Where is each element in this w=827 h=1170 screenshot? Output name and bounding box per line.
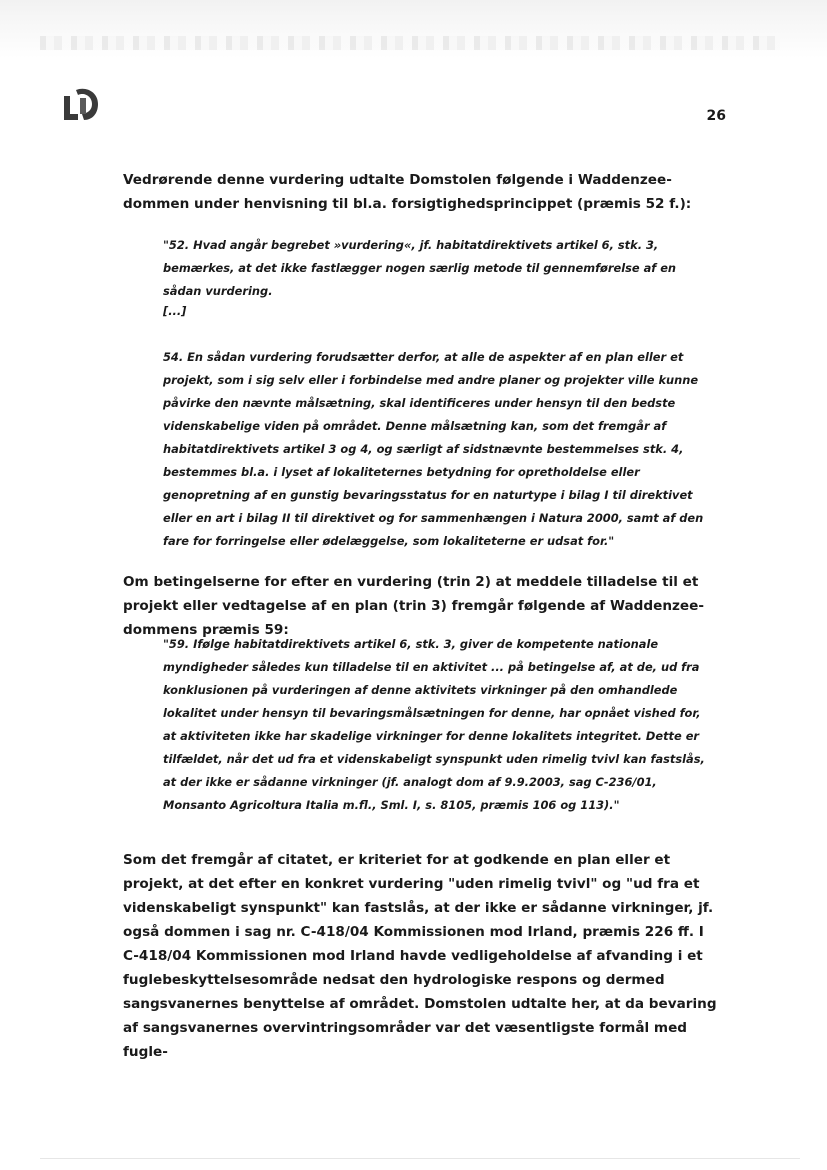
firm-logo-icon	[60, 86, 102, 122]
closing-paragraph: Som det fremgår af citatet, er kriteriet for at godkende en plan eller et projekt, at det efter en konkret vurdering "uden rimelig tvivl" og "ud fra et videnskabeligt synspunkt" kan fastslås, at der ikke er sådanne virkninger, jf. også dommen i sag nr. C-418/04 Kommissionen mod Irland, præmis 226 ff. I C-418/04 Kommissionen mod Irland havde vedligeholdelse af afvanding i et fuglebeskyttelsesområde nedsat den hydrologiske respons og dermed sangsvanernes benyttelse af området. Domstolen udtalte her, at da bevaring af sangsvanernes overvintringsområder var det væsentligste formål med fugle-	[123, 852, 717, 1060]
scan-streak	[40, 36, 780, 50]
quote-ellipsis: [...]	[163, 304, 187, 318]
quote-paragraph-54: 54. En sådan vurdering forudsætter derfor, at alle de aspekter af en plan eller et projekt, som i sig selv eller i forbindelse med andre planer og projekter ville kunne påvirke den nævnte målsætning, skal identificeres under hensyn til den bedste videnskabelige viden på området. Denne målsætning kan, som det fremgår af habitatdirektivets artikel 3 og 4, og særligt af sidstnævnte bestemmelses stk. 4, bestemmes bl.a. i lyset af lokaliteternes betydning for opretholdelse eller genopretning af en gunstig bevaringsstatus for en naturtype i bilag I til direktivet eller en art i bilag II til direktivet og for sammenhængen i Natura 2000, samt af den fare for forringelse eller ødelæggelse, som lokaliteterne er udsat for."	[163, 350, 704, 548]
middle-paragraph: Om betingelserne for efter en vurdering (trin 2) at meddele tilladelse til et projekt eller vedtagelse af en plan (trin 3) fremgår følgende af Waddenzee-dommens præmis 59:	[123, 574, 704, 638]
scan-bottom-edge	[40, 1158, 800, 1159]
quote-paragraph-59: "59. Ifølge habitatdirektivets artikel 6, stk. 3, giver de kompetente nationale myndigheder således kun tilladelse til en aktivitet ... på betingelse af, at de, ud fra konklusionen på vurderingen af denne aktivitets virkninger på den omhandlede lokalitet under hensyn til bevaringsmålsætningen for denne, har opnået vished for, at aktiviteten ikke har skadelige virkninger for denne lokalitets integritet. Dette er tilfældet, når det ud fra et videnskabeligt synspunkt uden rimelig tvivl kan fastslås, at der ikke er sådanne virkninger (jf. analogt dom af 9.9.2003, sag C-236/01, Monsanto Agricoltura Italia m.fl., Sml. I, s. 8105, præmis 106 og 113)."	[163, 637, 705, 812]
quote-paragraph-52: "52. Hvad angår begrebet »vurdering«, jf. habitatdirektivets artikel 6, stk. 3, bemærkes, at det ikke fastlægger nogen særlig metode til gennemførelse af en sådan vurdering.	[163, 238, 677, 298]
page-number: 26	[706, 108, 726, 124]
scan-header-band	[0, 0, 827, 58]
intro-paragraph: Vedrørende denne vurdering udtalte Domstolen følgende i Waddenzee-dommen under henvisning til bl.a. forsigtighedsprincippet (præmis 52 f.):	[123, 172, 692, 212]
